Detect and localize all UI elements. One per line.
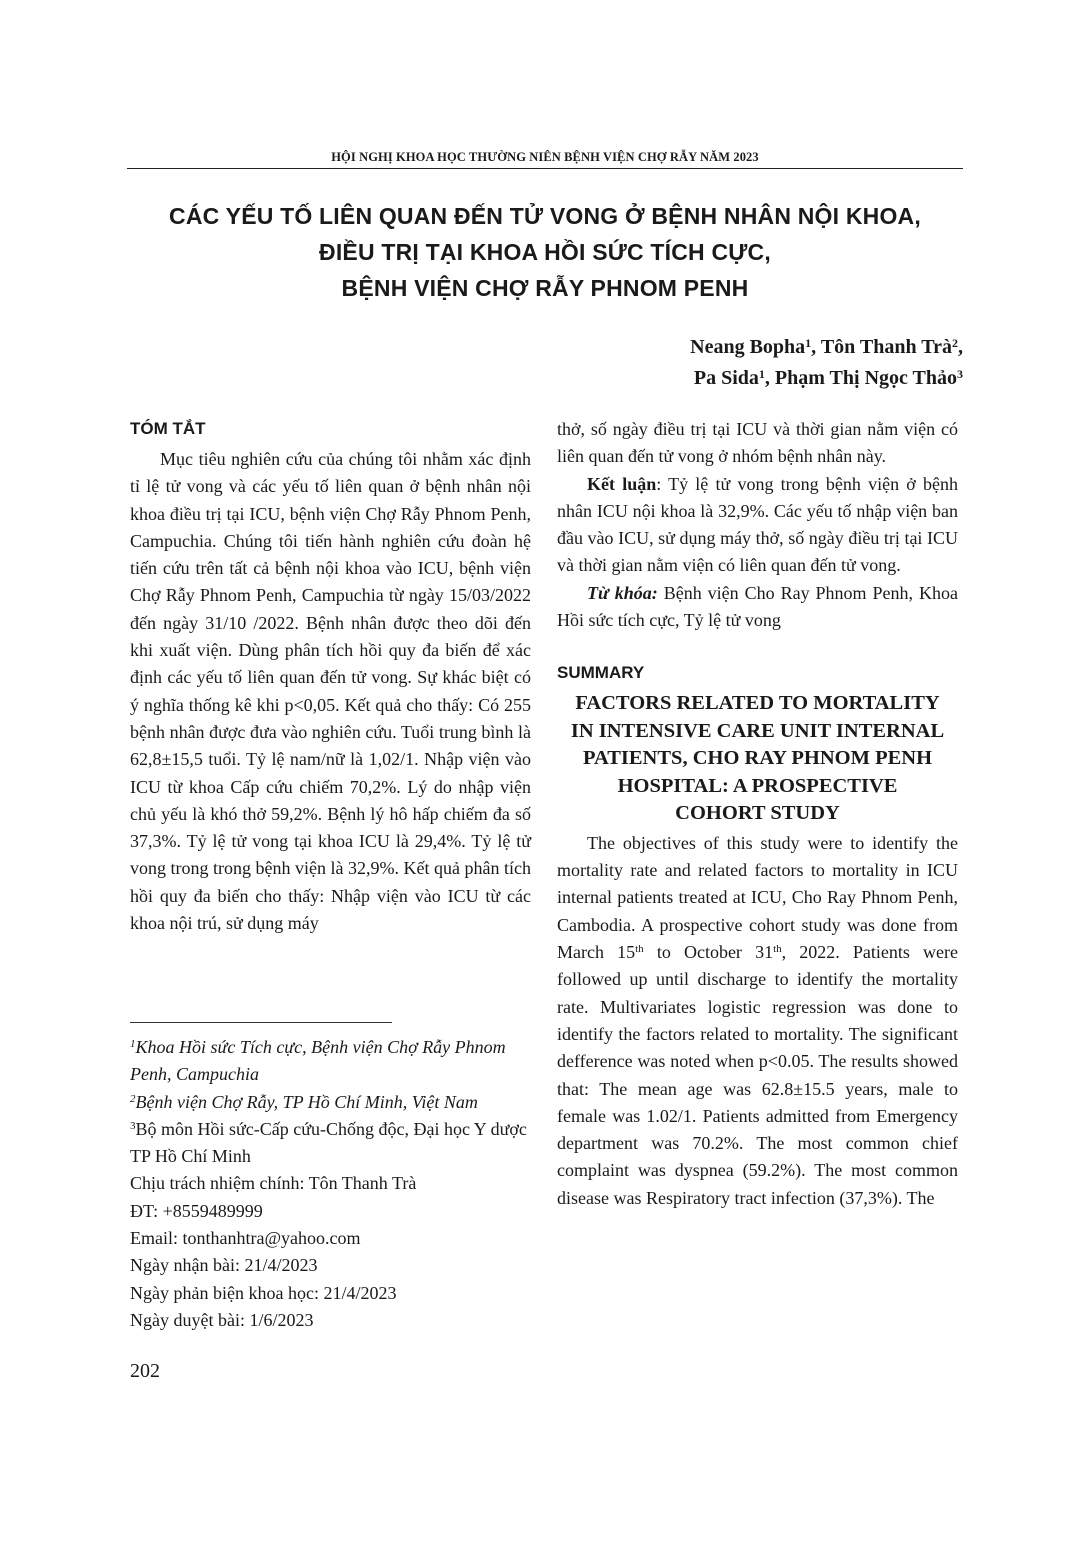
title-line: BỆNH VIỆN CHỢ RẪY PHNOM PENH bbox=[341, 275, 749, 301]
author-list bbox=[690, 332, 963, 394]
article-title bbox=[127, 198, 963, 306]
abstract-heading: TÓM TẮT bbox=[130, 419, 206, 438]
footnote-affiliation-1 bbox=[130, 1034, 531, 1089]
left-column bbox=[130, 416, 531, 937]
summary-title-line: COHORT STUDY bbox=[675, 802, 840, 825]
keywords-text: Bệnh viện Cho Ray Phnom Penh, Khoa Hồi sức tích cực, Tỷ lệ tử vong bbox=[557, 582, 958, 631]
footnote-mark: 3 bbox=[130, 1119, 136, 1132]
ordinal-suffix: th bbox=[773, 943, 782, 956]
summary-title-line: FACTORS RELATED TO MORTALITY bbox=[575, 692, 940, 715]
running-header: HỘI NGHỊ KHOA HỌC THƯỜNG NIÊN BỆNH VIỆN CHỢ RẪY NĂM 2023 bbox=[331, 150, 759, 164]
author-name: Phạm Thị Ngọc Thảo bbox=[774, 367, 957, 389]
summary-title-line: IN INTENSIVE CARE UNIT INTERNAL bbox=[570, 719, 945, 742]
abstract-body: Mục tiêu nghiên cứu của chúng tôi nhằm xác định tỉ lệ tử vong và các yếu tố liên quan ở bệnh nhân nội khoa điều trị tại ICU, bệnh viện Chợ Rẫy Phnom Penh, Campuchia. Chúng tôi tiến hành nghiên cứu đoàn hệ tiến cứu trên tất cả bệnh nội khoa vào ICU, bệnh viện Chợ Rẫy Phnom Penh, Campuchia từ ngày 15/03/2022 đến ngày 31/10 /2022. Bệnh nhân được theo dõi đến khi xuất viện. Dùng phân tích hồi quy đa biến để xác định các yếu tố liên quan đến tử vong. Sự khác biệt có ý nghĩa thống kê khi p<0,05. Kết quả cho thấy: Có 255 bệnh nhân được đưa vào nghiên cứu. Tuổi trung bình là 62,8±15,5 tuổi. Tỷ lệ nam/nữ là 1,02/1. Nhập viện vào ICU từ khoa Cấp cứu chiếm 70,2%. Lý do nhập viện chủ yếu là khó thở 59,2%. Bệnh lý hô hấp chiếm đa số 37,3%. Tỷ lệ tử vong tại khoa ICU là 29,4%. Tỷ lệ tử vong trong trong bệnh viện là 32,9%. Kết quả phân tích hồi quy đa biến cho thấy: Nhập viện vào ICU từ các khoa nội trú, sử dụng máy bbox=[130, 449, 531, 934]
summary-body bbox=[557, 830, 958, 1212]
footnote-rule bbox=[130, 1022, 392, 1023]
author-line bbox=[690, 332, 963, 363]
summary-text: to October 31 bbox=[643, 942, 774, 963]
summary-text: , 2022. Patients were followed up until discharge to identify the mortality rate. Multivariates logistic regression was done to identify the factors related to mortality. The significant defference was noted when p<0.05. The results showed that: The mean age was 62.8±15.5 years, male to female was 1.02/1. Patients admitted from Emergency department was 70.2%. The most common chief complaint was dyspnea (59.2%). The most common disease was Respiratory tract infection (37,3%). The bbox=[557, 942, 959, 1208]
conclusion-label: Kết luận bbox=[587, 473, 657, 494]
title-line: CÁC YẾU TỐ LIÊN QUAN ĐẾN TỬ VONG Ở BỆNH NHÂN NỘI KHOA, bbox=[169, 203, 921, 229]
footnote-mark: 1 bbox=[130, 1038, 136, 1050]
author-separator: , bbox=[764, 367, 775, 389]
summary-title-line: PATIENTS, CHO RAY PHNOM PENH bbox=[582, 747, 933, 770]
footnote-text: Bệnh viện Chợ Rẫy, TP Hồ Chí Minh, Việt Nam bbox=[135, 1091, 478, 1112]
footnote-reviewed-date: Ngày phản biện khoa học: 21/4/2023 bbox=[130, 1282, 397, 1303]
summary-title-line: HOSPITAL: A PROSPECTIVE bbox=[617, 774, 898, 797]
right-column bbox=[557, 416, 958, 1212]
footnote-phone: ĐT: +8559489999 bbox=[130, 1200, 263, 1221]
author-name: Pa Sida bbox=[693, 367, 759, 389]
summary-title bbox=[557, 690, 958, 828]
footnote-text: Khoa Hồi sức Tích cực, Bệnh viện Chợ Rẫy Phnom Penh, Campuchia bbox=[130, 1037, 506, 1085]
author-name: Neang Bopha bbox=[690, 336, 806, 358]
author-line bbox=[690, 363, 963, 394]
conclusion-text: : Tỷ lệ tử vong trong bệnh viện ở bệnh nhân ICU nội khoa là 32,9%. Các yếu tố nhập viện ban đầu vào ICU, sử dụng máy thở, số ngày điều trị tại ICU và thời gian nằm viện có liên quan đến tử vong. bbox=[557, 473, 958, 576]
footnote-email: Email: tonthanhtra@yahoo.com bbox=[130, 1228, 361, 1249]
author-name: Tôn Thanh Trà bbox=[820, 336, 952, 358]
abstract-conclusion bbox=[557, 471, 958, 580]
keywords-label: Từ khóa: bbox=[587, 582, 658, 603]
header-rule bbox=[127, 168, 963, 169]
author-affiliation-mark: 2 bbox=[952, 336, 958, 350]
ordinal-suffix: th bbox=[635, 943, 644, 956]
footnotes bbox=[130, 1034, 531, 1334]
footnote-received-date: Ngày nhận bài: 21/4/2023 bbox=[130, 1255, 318, 1276]
author-separator: , bbox=[811, 336, 821, 358]
footnote-affiliation-3 bbox=[130, 1116, 531, 1171]
summary-text: The objectives of this study were to identify the mortality rate and related factors to mortality in ICU internal patients treated at ICU, Cho Ray Phnom Penh, Cambodia. A prospective cohort study was done from March 15 bbox=[557, 832, 958, 963]
footnote-responsible: Chịu trách nhiệm chính: Tôn Thanh Trà bbox=[130, 1173, 417, 1194]
title-line: ĐIỀU TRỊ TẠI KHOA HỒI SỨC TÍCH CỰC, bbox=[319, 239, 771, 265]
author-separator: , bbox=[958, 336, 963, 358]
page-number: 202 bbox=[130, 1360, 160, 1382]
footnote-text: Bộ môn Hồi sức-Cấp cứu-Chống độc, Đại học Y dược TP Hồ Chí Minh bbox=[130, 1118, 527, 1167]
author-affiliation-mark: 1 bbox=[758, 367, 765, 381]
summary-heading: SUMMARY bbox=[557, 663, 645, 683]
author-affiliation-mark: 1 bbox=[805, 336, 812, 350]
abstract-keywords bbox=[557, 580, 958, 635]
abstract-body-continued: thở, số ngày điều trị tại ICU và thời gian nằm viện có liên quan đến tử vong ở nhóm bệnh nhân này. bbox=[557, 419, 958, 467]
footnote-approved-date: Ngày duyệt bài: 1/6/2023 bbox=[130, 1309, 314, 1330]
footnote-affiliation-2 bbox=[130, 1089, 531, 1116]
author-affiliation-mark: 3 bbox=[957, 367, 963, 381]
footnote-mark: 2 bbox=[130, 1092, 136, 1105]
